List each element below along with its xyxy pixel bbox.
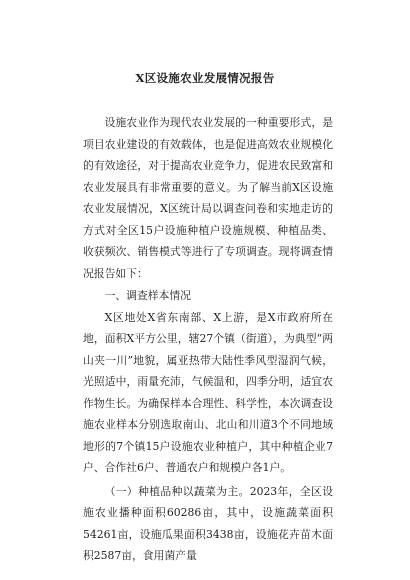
subsection-paragraph: （一）种植品种以蔬菜为主。2023年，全区设施农业播种面积60286亩，其中，设施蔬菜面积54261亩，设施瓜果面积3438亩，设施花卉苗木面积2587亩，食用菌产量: [83, 484, 333, 562]
document-title: X区设施农业发展情况报告: [135, 71, 275, 85]
sample-paragraph: X区地处X省东南部、X上游，是X市政府所在地，面积X平方公里，辖27个镇（街道），为典型“两山夹一川”地貌，属亚热带大陆性季风型湿润气候，光照适中，雨量充沛，气候温和，四季分明，适宜农作物生长。为确保样本合理性、科学性，本次调查设施农业样本分别选取南山、北山和川道3个不同地域地形的7个镇15户设施农业种植户，其中种植企业7户、合作社6户、普通农户和规模户各1户。: [83, 310, 333, 474]
intro-paragraph: 设施农业作为现代农业发展的一种重要形式，是项目农业建设的有效载体，也是促进高效农业规模化的有效途径，对于提高农业竞争力，促进农民致富和农业发展具有非常重要的意义。为了解当前X区设施农业发展情况，X区统计局以调查问卷和实地走访的方式对全区15户设施种植户设施规模、种植品类、收获频次、销售模式等进行了专项调查。现将调查情况报告如下：: [83, 116, 333, 280]
document-body: [83, 112, 333, 567]
section-heading: 一、调查样本情况: [104, 289, 191, 302]
